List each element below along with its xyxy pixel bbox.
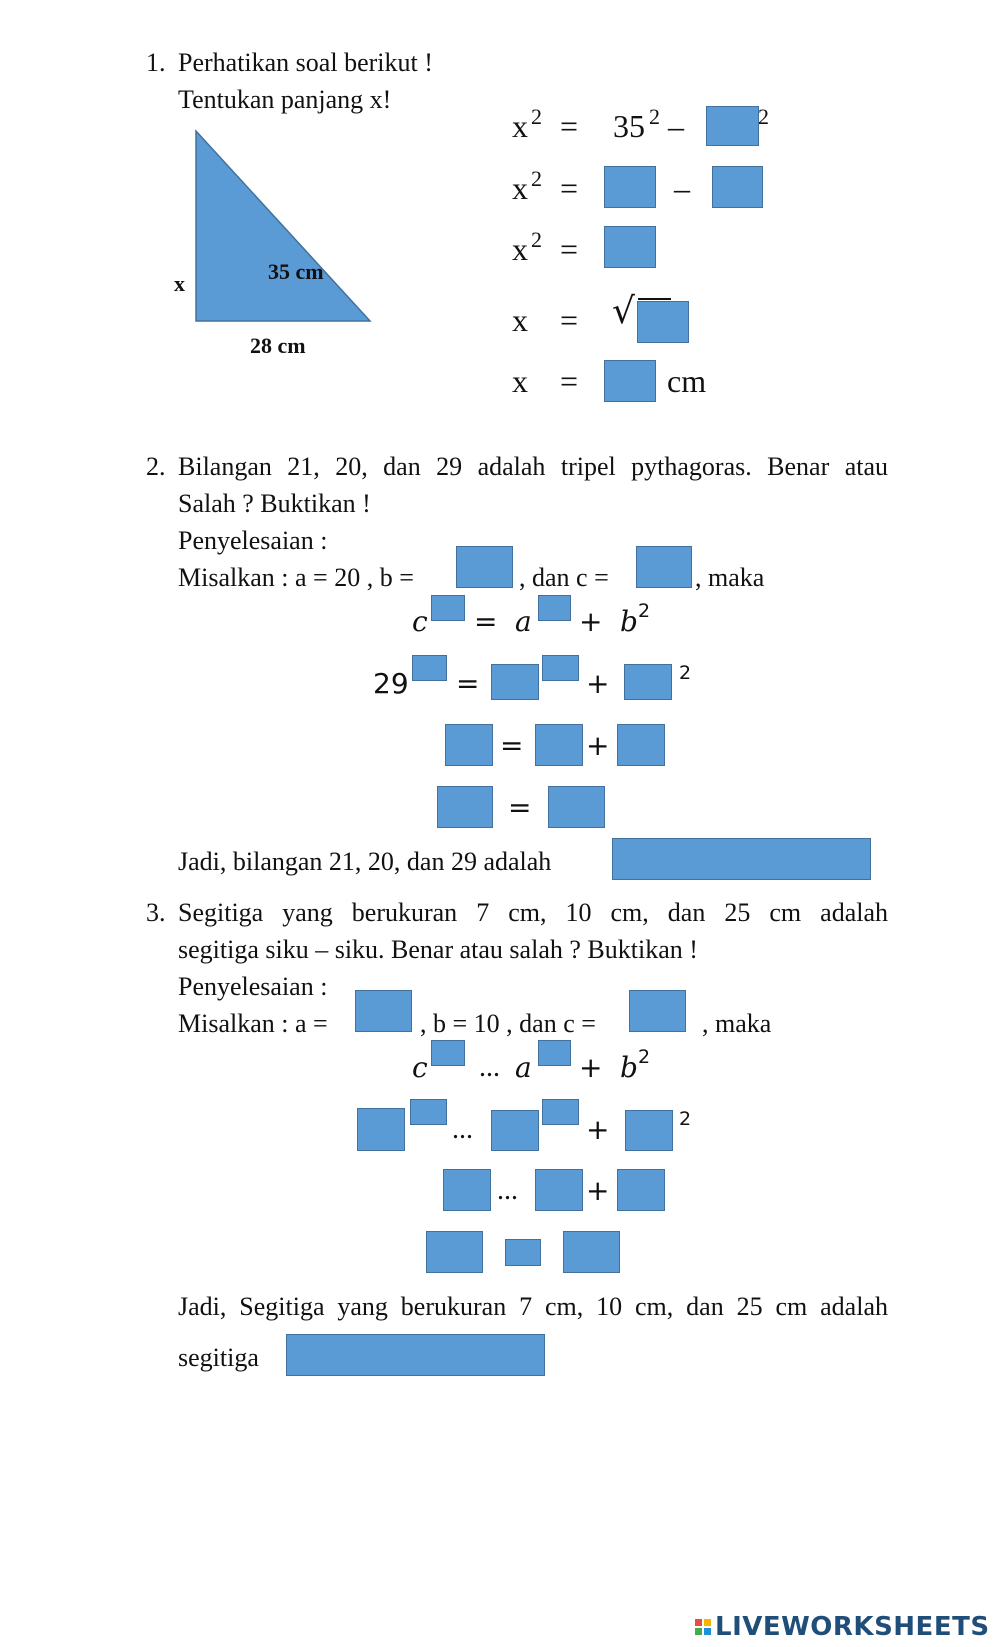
liveworksheets-logo-text: LIVEWORKSHEETS — [715, 1612, 990, 1642]
q1-r1-minus: – — [668, 108, 684, 144]
q1-answer-box-2[interactable] — [604, 166, 656, 208]
q2-formula-plus: + — [579, 605, 603, 638]
q3-number: 3. — [146, 898, 166, 927]
q3-formula-b-sup: 2 — [638, 1046, 651, 1068]
liveworksheets-logo-icon — [695, 1619, 711, 1635]
q2-r1-b-sup: 2 — [679, 662, 692, 684]
q1-prompt: Perhatikan soal berikut ! — [178, 48, 433, 77]
q3-r2-lhs[interactable] — [443, 1169, 491, 1211]
q3-r1-dots: ... — [452, 1114, 473, 1145]
q1-r5-x: x — [512, 363, 528, 399]
q2-conclusion: Jadi, bilangan 21, 20, dan 29 adalah — [178, 847, 552, 876]
q3-r2-rhs1[interactable] — [535, 1169, 583, 1211]
q2-formula-equals: = — [474, 605, 498, 638]
q1-answer-box-3[interactable] — [712, 166, 763, 208]
q1-r2-minus: – — [674, 170, 690, 206]
q2-r1-a-exponent[interactable] — [542, 655, 579, 681]
q1-r4-x: x — [512, 302, 528, 338]
q3-r1-c-exponent[interactable] — [410, 1099, 447, 1125]
q1-answer-box-5[interactable] — [637, 301, 689, 343]
q1-r3-x-sup: 2 — [531, 227, 542, 252]
q1-unit: cm — [667, 363, 707, 399]
q1-r1-equals: = — [560, 108, 579, 144]
q1-r1-x: x — [512, 108, 528, 144]
q2-maka: , maka — [695, 563, 765, 592]
q2-r2-equals: = — [500, 729, 524, 762]
q3-r1-a-exponent[interactable] — [542, 1099, 579, 1125]
q1-answer-box-4[interactable] — [604, 226, 656, 268]
q2-misalkan-c: , dan c = — [519, 563, 609, 592]
triangle-side-label: x — [174, 271, 185, 296]
q2-a-exponent-box[interactable] — [538, 595, 571, 621]
q3-formula-b: b — [620, 1051, 638, 1084]
q2-misalkan-a: Misalkan : a = 20 , b = — [178, 563, 414, 592]
q2-r1-29-exponent[interactable] — [412, 655, 447, 681]
q2-r1-29: 29 — [373, 667, 409, 700]
right-triangle-diagram — [190, 128, 375, 324]
q3-formula-c: c — [412, 1051, 428, 1084]
q1-r4-equals: = — [560, 302, 579, 338]
sqrt-vinculum — [638, 298, 671, 300]
q2-r2-lhs[interactable] — [445, 724, 493, 766]
q2-formula-b: b — [620, 605, 638, 638]
q1-r2-x-sup: 2 — [531, 166, 542, 191]
q1-r2-equals: = — [560, 170, 579, 206]
q2-c-exponent-box[interactable] — [431, 595, 465, 621]
triangle-hypotenuse-label: 35 cm — [268, 259, 324, 284]
q1-r5-equals: = — [560, 363, 579, 399]
q1-r2-x: x — [512, 170, 528, 206]
q3-r2-rhs2[interactable] — [617, 1169, 665, 1211]
q3-prompt-line2: segitiga siku – siku. Benar atau salah ? Buktikan ! — [178, 935, 698, 964]
q1-answer-box-1[interactable] — [706, 106, 759, 146]
q3-r3-lhs[interactable] — [426, 1231, 483, 1273]
q2-prompt-line2: Salah ? Buktikan ! — [178, 489, 371, 518]
q2-solution-label: Penyelesaian : — [178, 526, 328, 555]
q1-answer-box-6[interactable] — [604, 360, 656, 402]
q3-formula-dots: ... — [479, 1052, 500, 1083]
q3-formula-plus: + — [579, 1051, 603, 1084]
q3-conclusion-line1: Jadi, Segitiga yang berukuran 7 cm, 10 cm, dan 25 cm adalah — [178, 1292, 888, 1321]
liveworksheets-logo — [695, 1610, 990, 1644]
q2-conclusion-input[interactable] — [612, 838, 871, 880]
q3-maka: , maka — [702, 1009, 772, 1038]
q2-r1-equals: = — [456, 667, 480, 700]
q3-r1-plus: + — [586, 1113, 610, 1146]
q2-r1-a-box[interactable] — [491, 664, 539, 700]
triangle-base-label: 28 cm — [250, 333, 306, 358]
q2-number: 2. — [146, 452, 166, 481]
q3-prompt-line1: Segitiga yang berukuran 7 cm, 10 cm, dan 25 cm adalah — [178, 898, 888, 927]
q2-r2-rhs2[interactable] — [617, 724, 665, 766]
q2-c-input[interactable] — [636, 546, 692, 588]
q3-conclusion-input[interactable] — [286, 1334, 545, 1376]
q3-formula-a: a — [515, 1051, 532, 1084]
q1-r1-35-sup: 2 — [649, 104, 660, 129]
q3-r2-dots: ... — [497, 1175, 518, 1206]
sqrt-symbol: √ — [612, 291, 635, 332]
q3-conclusion-line2: segitiga — [178, 1343, 259, 1372]
q1-r1-35: 35 — [613, 108, 645, 144]
q3-r1-c-box[interactable] — [357, 1108, 405, 1151]
q1-r3-x: x — [512, 231, 528, 267]
q2-r2-rhs1[interactable] — [535, 724, 583, 766]
q2-prompt-line1: Bilangan 21, 20, dan 29 adalah tripel pythagoras. Benar atau — [178, 452, 888, 481]
q3-r3-rhs[interactable] — [563, 1231, 620, 1273]
q1-r1-x-sup: 2 — [531, 104, 542, 129]
q3-c-exponent-box[interactable] — [431, 1040, 465, 1066]
q1-number: 1. — [146, 48, 166, 77]
q3-c-input[interactable] — [629, 990, 686, 1032]
q1-instruction: Tentukan panjang x! — [178, 85, 392, 114]
q2-r1-plus: + — [586, 667, 610, 700]
q3-r1-b-box[interactable] — [625, 1110, 673, 1151]
q3-a-input[interactable] — [355, 990, 412, 1032]
q3-r2-plus: + — [586, 1174, 610, 1207]
q3-solution-label: Penyelesaian : — [178, 972, 328, 1001]
q3-r3-relation-input[interactable] — [505, 1239, 541, 1266]
q3-r1-b-sup: 2 — [679, 1108, 692, 1130]
q1-r3-equals: = — [560, 231, 579, 267]
q2-r3-rhs[interactable] — [548, 786, 605, 828]
q2-formula-b-sup: 2 — [638, 600, 651, 622]
q2-formula-a: a — [515, 605, 532, 638]
right-triangle — [196, 131, 370, 321]
q3-misalkan-b: , b = 10 , dan c = — [420, 1009, 596, 1038]
q2-r3-lhs[interactable] — [437, 786, 493, 828]
q1-r1-box-sup: 2 — [758, 104, 769, 129]
q2-r1-b-box[interactable] — [624, 664, 672, 700]
q2-r3-equals: = — [508, 791, 532, 824]
q2-b-input[interactable] — [456, 546, 513, 588]
q3-misalkan-a: Misalkan : a = — [178, 1009, 328, 1038]
q2-r2-plus: + — [586, 729, 610, 762]
q3-a-exponent-box[interactable] — [538, 1040, 571, 1066]
q2-formula-c: c — [412, 605, 428, 638]
q3-r1-a-box[interactable] — [491, 1110, 539, 1151]
